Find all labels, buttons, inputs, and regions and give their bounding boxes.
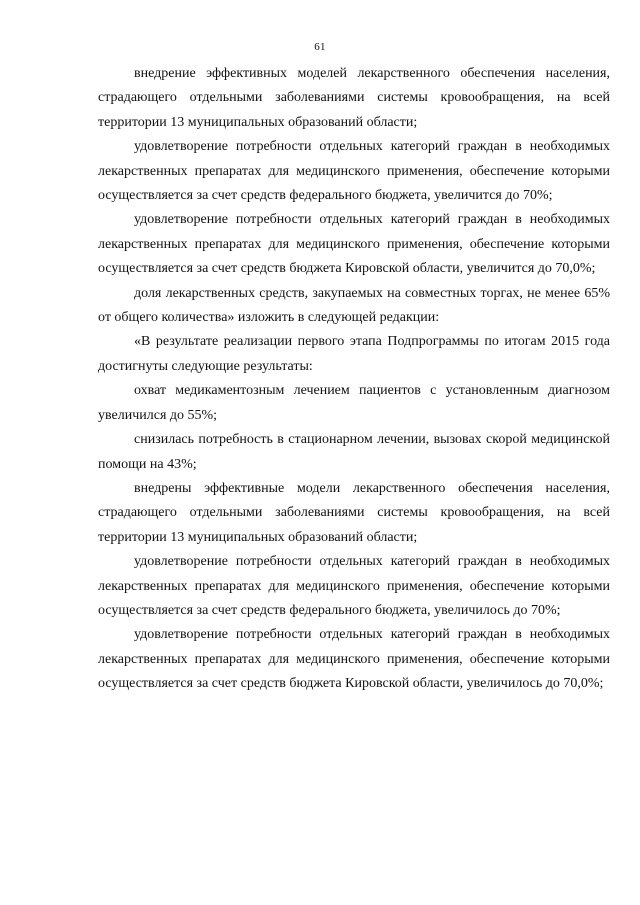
paragraph: охват медикаментозным лечением пациентов с установленным диагнозом увеличился до 55%;	[98, 383, 610, 423]
document-body	[98, 62, 610, 697]
paragraph: «В результате реализации первого этапа Подпрограммы по итогам 2015 года достигнуты следующие результаты:	[98, 334, 610, 374]
paragraph: удовлетворение потребности отдельных категорий граждан в необходимых лекарственных препаратах для медицинского применения, обеспечение которыми осуществляется за счет средств федерального бюджета, увеличится до 70%;	[98, 139, 610, 204]
paragraph: внедрение эффективных моделей лекарственного обеспечения населения, страдающего отдельными заболеваниями системы кровообращения, на всей территории 13 муниципальных образований области;	[98, 66, 610, 130]
paragraph: снизилась потребность в стационарном лечении, вызовах скорой медицинской помощи на 43%;	[98, 432, 610, 472]
paragraph: удовлетворение потребности отдельных категорий граждан в необходимых лекарственных препаратах для медицинского применения, обеспечение которыми осуществляется за счет средств федерального бюджета, увеличилось до 70%;	[98, 554, 610, 618]
page-number: 61	[314, 41, 326, 53]
paragraph: доля лекарственных средств, закупаемых на совместных торгах, не менее 65% от общего количества» изложить в следующей редакции:	[98, 285, 610, 326]
paragraph: внедрены эффективные модели лекарственного обеспечения населения, страдающего отдельными заболеваниями системы кровообращения, на всей территории 13 муниципальных образований области;	[98, 480, 610, 545]
paragraph: удовлетворение потребности отдельных категорий граждан в необходимых лекарственных препаратах для медицинского применения, обеспечение которыми осуществляется за счет средств бюджета Кировской области, увеличится до 70,0%;	[98, 212, 610, 277]
paragraph: удовлетворение потребности отдельных категорий граждан в необходимых лекарственных препаратах для медицинского применения, обеспечение которыми осуществляется за счет средств бюджета Кировской области, увеличилось до 70,0%;	[98, 627, 610, 692]
